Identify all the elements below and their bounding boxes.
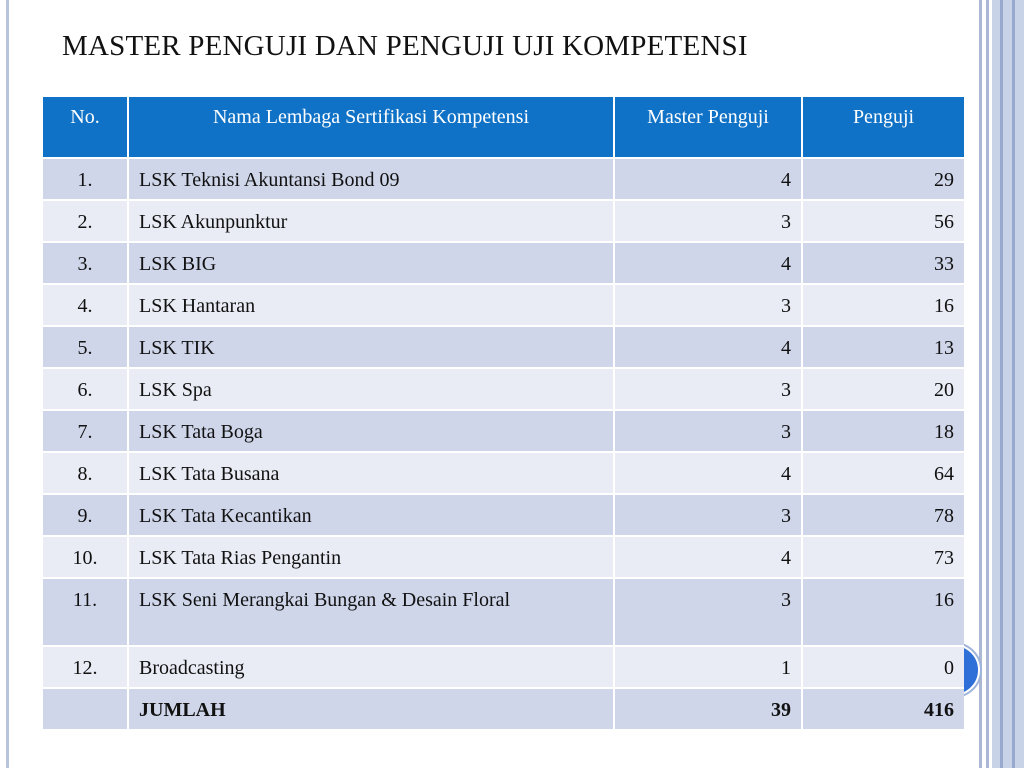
header-name: Nama Lembaga Sertifikasi Kompetensi	[128, 97, 614, 158]
header-penguji: Penguji	[802, 97, 964, 158]
cell-no: 8.	[43, 452, 128, 494]
cell-penguji: 73	[802, 536, 964, 578]
table-row	[43, 326, 964, 368]
cell-no: 9.	[43, 494, 128, 536]
cell-name: Broadcasting	[128, 646, 614, 688]
cell-penguji: 33	[802, 242, 964, 284]
cell-master: 3	[614, 578, 802, 646]
header-master-penguji: Master Penguji	[614, 97, 802, 158]
cell-name: LSK TIK	[128, 326, 614, 368]
left-border-line	[6, 0, 9, 768]
cell-name: LSK Akunpunktur	[128, 200, 614, 242]
table-header-row	[43, 97, 964, 158]
cell-no: 11.	[43, 578, 128, 646]
cell-penguji: 0	[802, 646, 964, 688]
cell-name: LSK Tata Kecantikan	[128, 494, 614, 536]
cell-master: 3	[614, 200, 802, 242]
right-border-line	[1000, 0, 1003, 768]
cell-penguji: 29	[802, 158, 964, 200]
cell-penguji: 64	[802, 452, 964, 494]
table-row	[43, 494, 964, 536]
table-row	[43, 284, 964, 326]
cell-name: LSK Tata Busana	[128, 452, 614, 494]
table-row	[43, 452, 964, 494]
table-row	[43, 158, 964, 200]
cell-no: 6.	[43, 368, 128, 410]
cell-master: 4	[614, 536, 802, 578]
cell-master: 4	[614, 242, 802, 284]
cell-no: 7.	[43, 410, 128, 452]
cell-master: 3	[614, 494, 802, 536]
cell-name: LSK Seni Merangkai Bungan & Desain Floral	[128, 578, 614, 646]
total-label: JUMLAH	[128, 688, 614, 730]
slide-title: MASTER PENGUJI DAN PENGUJI UJI KOMPETENSI	[62, 30, 748, 62]
cell-master: 4	[614, 326, 802, 368]
right-border-line	[1012, 0, 1015, 768]
cell-penguji: 78	[802, 494, 964, 536]
right-border-panel	[992, 0, 1024, 768]
cell-no: 3.	[43, 242, 128, 284]
right-border-line	[986, 0, 989, 768]
table-row	[43, 242, 964, 284]
cell-name: LSK BIG	[128, 242, 614, 284]
cell-no: 12.	[43, 646, 128, 688]
cell-penguji: 16	[802, 578, 964, 646]
cell-name: LSK Spa	[128, 368, 614, 410]
cell-master: 3	[614, 368, 802, 410]
table-row	[43, 536, 964, 578]
examiner-table	[43, 97, 964, 731]
cell-penguji: 16	[802, 284, 964, 326]
cell-no: 5.	[43, 326, 128, 368]
table-row	[43, 368, 964, 410]
cell-no: 2.	[43, 200, 128, 242]
cell-name: LSK Teknisi Akuntansi Bond 09	[128, 158, 614, 200]
cell-master: 4	[614, 158, 802, 200]
table-row	[43, 578, 964, 646]
right-border-line	[979, 0, 982, 768]
cell-penguji: 20	[802, 368, 964, 410]
cell-penguji: 56	[802, 200, 964, 242]
table-total-row	[43, 688, 964, 730]
cell-no: 4.	[43, 284, 128, 326]
cell-name: LSK Hantaran	[128, 284, 614, 326]
cell-no: 1.	[43, 158, 128, 200]
cell-name: LSK Tata Rias Pengantin	[128, 536, 614, 578]
table-row	[43, 200, 964, 242]
cell-master: 3	[614, 284, 802, 326]
cell-penguji: 18	[802, 410, 964, 452]
cell-penguji: 13	[802, 326, 964, 368]
cell-master: 3	[614, 410, 802, 452]
cell-name: LSK Tata Boga	[128, 410, 614, 452]
header-no: No.	[43, 97, 128, 158]
total-master: 39	[614, 688, 802, 730]
total-penguji: 416	[802, 688, 964, 730]
cell-master: 4	[614, 452, 802, 494]
cell-master: 1	[614, 646, 802, 688]
table-row	[43, 646, 964, 688]
table-row	[43, 410, 964, 452]
cell-no: 10.	[43, 536, 128, 578]
cell-no	[43, 688, 128, 730]
